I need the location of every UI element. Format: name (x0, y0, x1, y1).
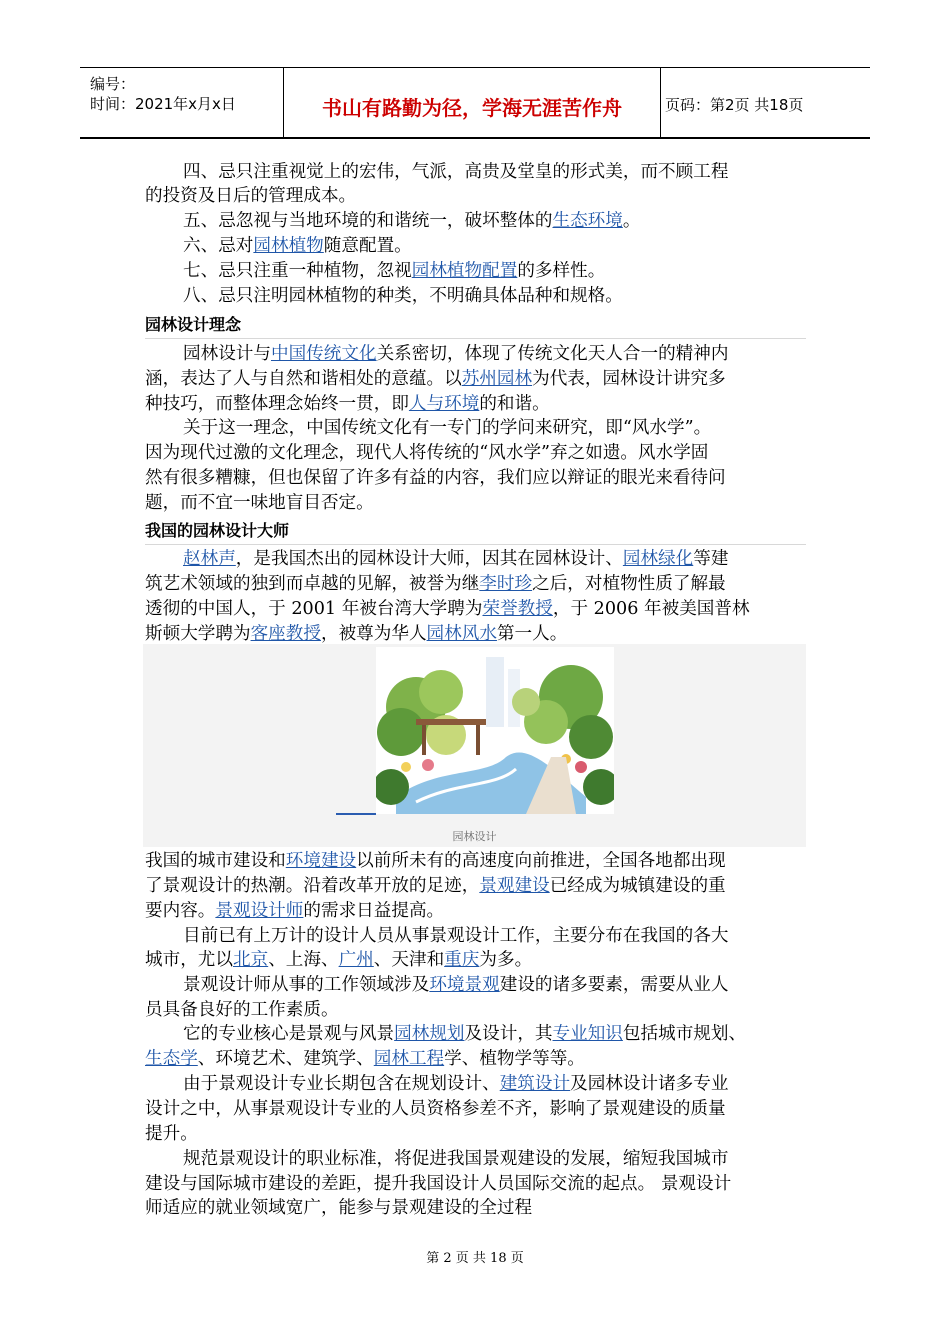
number-label: 编号： (90, 75, 136, 93)
motto: 书山有路勤为径，学海无涯苦作舟 (322, 96, 622, 120)
garden-figure (143, 644, 806, 847)
text-segment: 建设的诸多要素，需要从业人 (499, 975, 729, 995)
text-segment: 的多样性。 (517, 261, 606, 281)
text-segment: 随意配置。 (323, 236, 412, 256)
text-segment: 的投资及日后的管理成本。 (145, 186, 357, 206)
text-segment: 及设计，其 (464, 1024, 553, 1044)
hyperlink[interactable]: 园林风水 (426, 624, 497, 644)
text-segment: 、环境艺术、建筑学、 (197, 1049, 374, 1069)
text-segment: 设计之中，从事景观设计专业的人员资格参差不齐，影响了景观建设的质量 (145, 1099, 726, 1119)
list-item-7 (183, 259, 605, 283)
hyperlink[interactable]: 专业知识 (552, 1024, 623, 1044)
text-segment: ，是我国杰出的园林设计大师，因其在园林设计、 (235, 549, 623, 569)
text-segment: 及园林设计诸多专业 (570, 1074, 729, 1094)
hyperlink[interactable]: 园林工程 (373, 1049, 445, 1069)
paragraph-line (145, 1122, 198, 1146)
hyperlink[interactable]: 人与环境 (408, 394, 480, 414)
paragraph-line (145, 899, 444, 923)
text-segment: 。 (622, 211, 641, 231)
section-divider (145, 338, 806, 339)
list-item-8 (183, 284, 623, 308)
garden-watercolor-image[interactable] (376, 647, 614, 814)
hyperlink[interactable]: 生态学 (145, 1049, 198, 1069)
paragraph-line (145, 466, 726, 490)
text-segment: 斯顿大学聘为 (145, 624, 251, 644)
hyperlink[interactable]: 重庆 (444, 950, 480, 970)
hyperlink[interactable]: 北京 (232, 950, 269, 970)
text-segment: 第一人。 (496, 624, 568, 644)
text-segment: 等建 (693, 549, 729, 569)
text-segment: 为多。 (479, 950, 533, 970)
paragraph-line (145, 392, 550, 416)
text-segment: 了景观设计的热潮。沿着改革开放的足迹， (145, 876, 480, 896)
text-segment: 七、忌只注重一种植物，忽视 (183, 261, 412, 281)
list-item-6 (183, 234, 412, 258)
text-segment: 六、忌对 (183, 236, 254, 256)
hyperlink[interactable]: 园林绿化 (622, 549, 694, 569)
paragraph-line (145, 441, 708, 465)
paragraph-line (145, 1047, 585, 1071)
paragraph-line (145, 874, 726, 898)
text-segment: 我国的城市建设和 (145, 851, 286, 871)
section-heading-design-masters: 我国的园林设计大师 (145, 521, 290, 540)
text-segment: ，被尊为华人 (320, 624, 427, 644)
text-segment: 种技巧，而整体理念始终一贯，即 (145, 394, 409, 414)
text-segment: 为代表，园林设计讲究多 (532, 369, 726, 389)
text-segment: 的需求日益提高。 (303, 901, 445, 921)
text-segment: 四、忌只注重视觉上的宏伟，气派，高贵及堂皇的形式美，而不顾工程 (183, 162, 729, 182)
paragraph-line (183, 547, 728, 571)
hyperlink[interactable]: 荣誉教授 (482, 599, 553, 619)
text-segment: 八、忌只注明园林植物的种类，不明确具体品种和规格。 (183, 286, 623, 306)
text-segment: 它的专业核心是景观与风景 (183, 1024, 395, 1044)
text-segment: 师适应的就业领域宽广，能参与景观建设的全过程 (145, 1198, 533, 1218)
section-heading-design-concept: 园林设计理念 (145, 315, 242, 334)
text-segment: 题，而不宜一味地盲目否定。 (145, 493, 374, 513)
hyperlink[interactable]: 园林植物配置 (411, 261, 518, 281)
text-segment: 由于景观设计专业长期包含在规划设计、 (183, 1074, 500, 1094)
hyperlink[interactable]: 建筑设计 (499, 1074, 571, 1094)
text-segment: 之后，对植物性质了解最 (532, 574, 726, 594)
text-segment: 然有很多糟糠，但也保留了许多有益的内容，我们应以辩证的眼光来看待问 (145, 468, 726, 488)
text-segment: 已经成为城镇建设的重 (549, 876, 726, 896)
text-segment: 目前已有上万计的设计人员从事景观设计工作，主要分布在我国的各大 (183, 926, 729, 946)
paragraph-line (183, 416, 711, 440)
paragraph-line (145, 367, 726, 391)
paragraph-line (145, 1172, 731, 1196)
page-label: 页码：第2页 共18页 (665, 96, 804, 114)
text-segment: 包括城市规划、 (622, 1024, 747, 1044)
hyperlink[interactable]: 景观建设 (479, 876, 550, 896)
hyperlink[interactable]: 广州 (338, 950, 374, 970)
text-segment: 城市，尤以 (145, 950, 233, 970)
text-segment: 学、植物学等等。 (444, 1049, 585, 1069)
paragraph-line (145, 622, 567, 646)
text-segment: 员具备良好的工作素质。 (145, 1000, 339, 1020)
hyperlink[interactable]: 李时珍 (479, 574, 533, 594)
hyperlink[interactable]: 景观设计师 (215, 901, 304, 921)
text-segment: 以前所未有的高速度向前推进，全国各地都出现 (356, 851, 726, 871)
paragraph-line (145, 491, 374, 515)
text-segment: 要内容。 (145, 901, 216, 921)
hyperlink[interactable]: 环境建设 (285, 851, 357, 871)
list-item-4-line1 (183, 160, 728, 184)
paragraph-line (145, 1097, 726, 1121)
paragraph-line (183, 924, 728, 948)
page-footer: 第 2 页 共 18 页 (426, 1251, 524, 1266)
paragraph-line (145, 572, 726, 596)
paragraph-line (145, 998, 339, 1022)
paragraph-line (145, 849, 726, 873)
text-segment: 园林设计与 (183, 344, 271, 364)
paragraph-line (145, 597, 750, 621)
paragraph-line (183, 342, 728, 366)
hyperlink[interactable]: 苏州园林 (461, 369, 533, 389)
paragraph-line (183, 1147, 728, 1171)
paragraph-line (183, 1072, 728, 1096)
text-segment: 景观设计师从事的工作领域涉及 (183, 975, 430, 995)
paragraph-line (183, 973, 728, 997)
paragraph-line (145, 1196, 532, 1220)
text-segment: 因为现代过激的文化理念，现代人将传统的“风水学”弃之如遗。风水学固 (145, 443, 709, 463)
text-segment: 提升。 (145, 1124, 198, 1144)
text-segment: 五、忌忽视与当地环境的和谐统一，破坏整体的 (183, 211, 553, 231)
text-segment: 涵，表达了人与自然和谐相处的意蕴。以 (145, 369, 462, 389)
text-segment: 、上海、 (268, 950, 339, 970)
list-item-4-line2 (145, 184, 356, 208)
text-segment: 的和谐。 (479, 394, 550, 414)
text-segment: 规范景观设计的职业标准，将促进我国景观建设的发展，缩短我国城市 (183, 1149, 729, 1169)
header-meta-cell (80, 68, 284, 137)
text-segment: 关系密切，体现了传统文化天人合一的精神内 (376, 344, 729, 364)
page-header (80, 67, 870, 139)
hyperlink[interactable]: 园林规划 (394, 1024, 465, 1044)
hyperlink[interactable]: 中国传统文化 (270, 344, 377, 364)
text-segment: 透彻的中国人，于 2001 年被台湾大学聘为 (145, 599, 483, 619)
section-divider (145, 544, 806, 545)
list-item-5 (183, 209, 640, 233)
paragraph-line (183, 1022, 746, 1046)
hyperlink[interactable]: 客座教授 (250, 624, 321, 644)
image-link-underline (336, 813, 376, 815)
header-page-cell (661, 68, 870, 137)
hyperlink[interactable]: 环境景观 (429, 975, 500, 995)
hyperlink[interactable]: 生态环境 (552, 211, 623, 231)
paragraph-line (145, 948, 532, 972)
text-segment: 筑艺术领域的独到而卓越的见解，被誉为继 (145, 574, 480, 594)
header-motto-cell (284, 68, 661, 137)
hyperlink[interactable]: 园林植物 (253, 236, 324, 256)
text-segment: 、天津和 (373, 950, 445, 970)
text-segment: 关于这一理念，中国传统文化有一专门的学问来研究，即“风水学”。 (183, 418, 712, 438)
text-segment: ，于 2006 年被美国普林 (552, 599, 750, 619)
hyperlink[interactable]: 赵林声 (183, 549, 236, 569)
date-label: 时间：2021年x月x日 (90, 95, 236, 113)
figure-caption: 园林设计 (452, 830, 497, 843)
text-segment: 建设与国际城市建设的差距，提升我国设计人员国际交流的起点。 景观设计 (145, 1174, 732, 1194)
garden-illustration (376, 647, 614, 814)
